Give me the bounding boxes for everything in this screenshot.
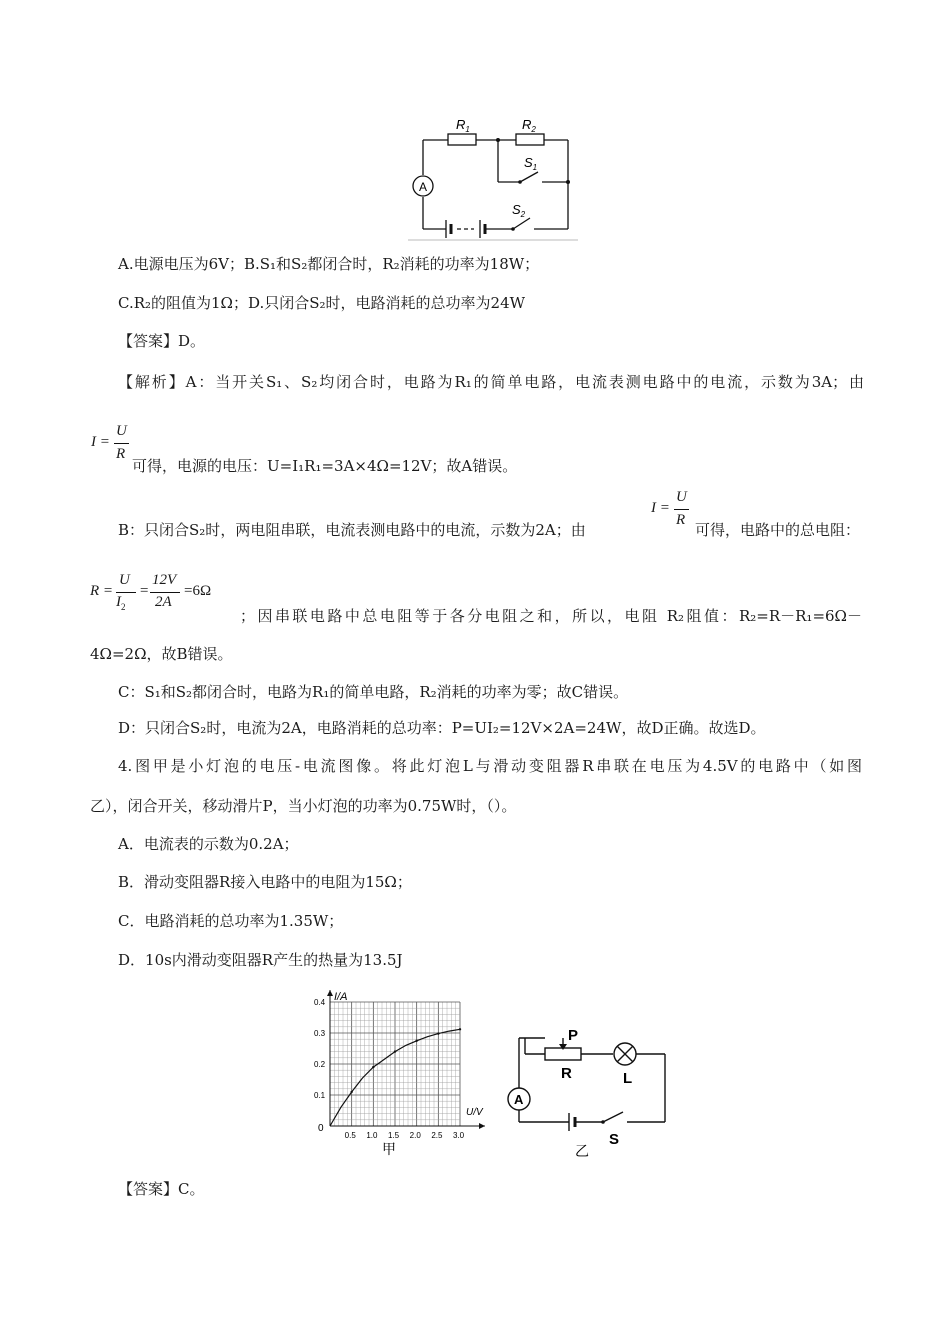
q4-answer: 【答案】C。 <box>118 1180 205 1198</box>
r1-label: $R_1$ <box>456 117 470 134</box>
origin-label: 0 <box>318 1123 324 1134</box>
q4-option-d: D．10s内滑动变阻器R产生的热量为13.5J <box>118 951 403 969</box>
bulb-l-label: L <box>623 1070 633 1087</box>
data-point <box>394 1050 396 1052</box>
chart-tick-labels <box>314 998 465 1140</box>
data-point <box>459 1028 461 1030</box>
circuit-ammeter-label: A <box>514 1092 524 1107</box>
q3-analysis-b4: 4Ω=2Ω，故B错误。 <box>90 645 233 663</box>
q3-analysis-b3: ；因串联电路中总电阻等于各分电阻之和，所以，电阻 R₂阻值：R₂=R－R₁=6Ω－ <box>240 607 862 625</box>
q3-options-cd: C.R₂的阻值为1Ω；D.只闭合S₂时，电路消耗的总功率为24W <box>118 294 526 312</box>
x-tick-label: 2.0 <box>409 1131 421 1140</box>
s2-label: $S_2$ <box>512 202 526 219</box>
circuit-diagram-bottom <box>505 1030 675 1162</box>
q4-option-c: C．电路消耗的总功率为1.35W； <box>118 912 344 930</box>
circuit-diagram-top <box>408 112 578 242</box>
q3-analysis-a2: 可得，电源的电压：U=I₁R₁=3A×4Ω=12V；故A错误。 <box>132 457 518 475</box>
ammeter-label: A <box>419 180 428 194</box>
slider-p-label: P <box>568 1030 579 1044</box>
data-point <box>437 1032 439 1034</box>
q4-stem-1: 4.图甲是小灯泡的电压-电流图像。将此灯泡L与滑动变阻器R串联在电压为4.5V的电路中（如图 <box>118 757 862 775</box>
y-tick-label: 0.1 <box>314 1091 326 1100</box>
x-tick-label: 1.0 <box>366 1131 378 1140</box>
q4-option-b: B．滑动变阻器R接入电路中的电阻为15Ω； <box>118 873 412 891</box>
y-tick-label: 0.2 <box>314 1060 326 1069</box>
data-point <box>415 1040 417 1042</box>
circuit-caption: 乙 <box>575 1143 589 1159</box>
y-tick-label: 0.3 <box>314 1029 326 1038</box>
q3-analysis-c: C：S₁和S₂都闭合时，电路为R₁的简单电路，R₂消耗的功率为零；故C错误。 <box>118 683 629 701</box>
r2-label: $R_2$ <box>522 117 536 134</box>
chart-axes <box>327 990 485 1129</box>
rheostat-r-label: R <box>561 1065 572 1082</box>
chart-grid-major <box>330 1002 460 1126</box>
x-tick-label: 2.5 <box>431 1131 443 1140</box>
data-point <box>372 1066 374 1068</box>
iv-graph <box>300 984 500 1162</box>
q4-option-a: A．电流表的示数为0.2A； <box>118 835 299 853</box>
s1-label: $S_1$ <box>524 155 538 172</box>
x-axis-arrow <box>479 1123 485 1129</box>
x-tick-label: 3.0 <box>453 1131 465 1140</box>
y-axis-label: I/A <box>334 991 348 1003</box>
q3-analysis-d: D：只闭合S₂时，电流为2A，电路消耗的总功率：P=UI₂=12V×2A=24W，故D正确。故选D。 <box>118 719 766 737</box>
switch-s-label: S <box>609 1131 620 1148</box>
y-tick-label: 0.4 <box>314 998 326 1007</box>
q3-analysis-b2: 可得，电路中的总电阻： <box>695 521 861 539</box>
q3-analysis-b1: B：只闭合S₂时，两电阻串联，电流表测电路中的电流，示数为2A；由 <box>118 521 586 539</box>
q3-options-ab: A.电源电压为6V；B.S₁和S₂都闭合时，R₂消耗的功率为18W； <box>118 255 540 273</box>
q3-analysis-a1: 【解析】A：当开关S₁、S₂均闭合时，电路为R₁的简单电路，电流表测电路中的电流，示数为3A；由 <box>118 373 864 391</box>
x-axis-label: U/V <box>466 1107 483 1118</box>
y-axis-arrow <box>327 990 333 996</box>
data-point <box>350 1091 352 1093</box>
chart-series <box>330 1028 461 1126</box>
x-tick-label: 1.5 <box>388 1131 400 1140</box>
x-tick-label: 0.5 <box>344 1131 356 1140</box>
q3-answer: 【答案】D。 <box>118 332 206 350</box>
graph-caption: 甲 <box>382 1141 396 1157</box>
q4-stem-2: 乙），闭合开关，移动滑片P，当小灯泡的功率为0.75W时，（）。 <box>90 797 517 815</box>
